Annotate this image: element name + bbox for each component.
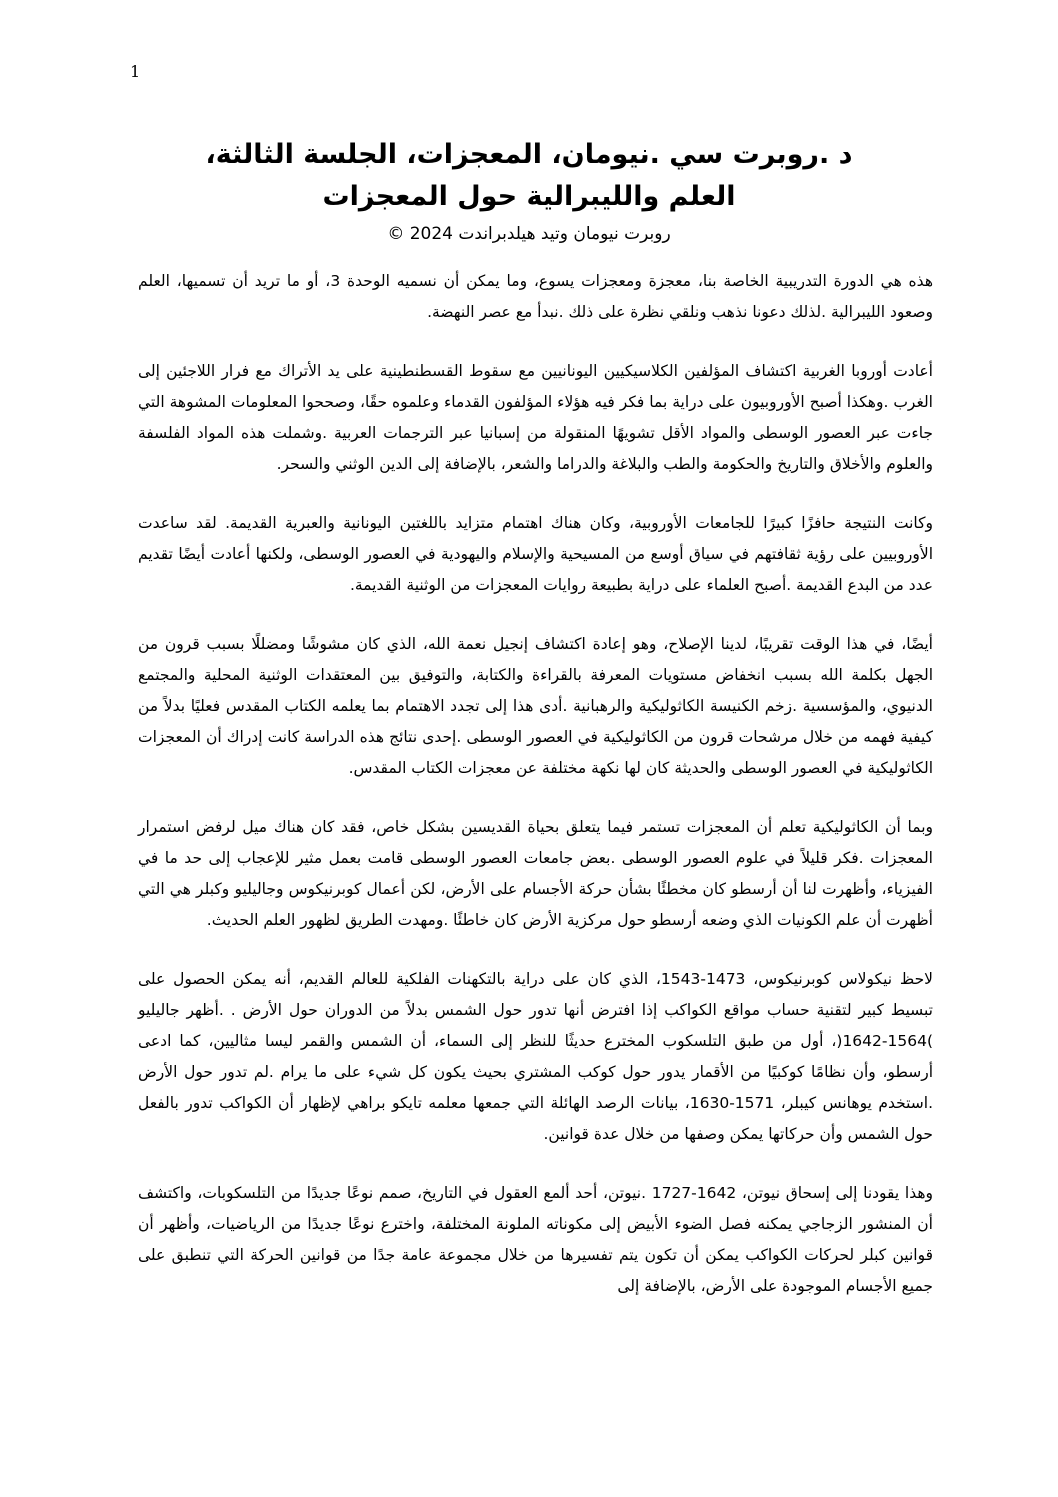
title-line-1: د .روبرت سي .نيومان، المعجزات، الجلسة الثالثة،	[205, 139, 853, 170]
document-header	[140, 134, 918, 246]
page-title	[140, 134, 918, 218]
copyright-line: روبرت نيومان وتيد هيلدبراندت 2024 ©	[387, 224, 671, 244]
paragraph-1: هذه هي الدورة التدريبية الخاصة بنا، معجزة ومعجزات يسوع، وما يمكن أن نسميه الوحدة 3، أو ما تريد أن تسميها، العلم وصعود الليبرالية .لذلك دعونا نذهب ونلقي نظرة على ذلك .نبدأ مع عصر النهضة.	[138, 272, 933, 321]
paragraph-5: وبما أن الكاثوليكية تعلم أن المعجزات تستمر فيما يتعلق بحياة القديسين بشكل خاص، فقد كان هناك ميل لرفض استمرار المعجزات .فكر قليلاً في علوم العصور الوسطى .بعض جامعات العصور الوسطى قامت بعمل مثير للإعجاب إلى حد ما في الفيزياء، وأظهرت لنا أن أرسطو كان مخطئًا بشأن حركة الأجسام على الأرض، لكن أعمال كوبرنيكوس وجاليليو وكبلر هي التي أظهرت أن علم الكونيات الذي وضعه أرسطو حول مركزية الأرض كان خاطئًا .ومهدت الطريق لظهور العلم الحديث.	[138, 818, 933, 929]
paragraph-7: وهذا يقودنا إلى إسحاق نيوتن، 1642-1727 .نيوتن، أحد ألمع العقول في التاريخ، صمم نوعًا جديدًا من التلسكوبات، واكتشف أن المنشور الزجاجي يمكنه فصل الضوء الأبيض إلى مكوناته الملونة المختلفة، واخترع نوعًا جديدًا من الرياضيات، وأظهر أن قوانين كبلر لحركات الكواكب يمكن أن تكون يتم تفسيرها من خلال مجموعة عامة جدًا من قوانين الحركة التي تنطبق على جميع الأجسام الموجودة على الأرض، بالإضافة إلى	[138, 1184, 934, 1295]
document-body	[138, 266, 933, 1330]
paragraph-3: وكانت النتيجة حافزًا كبيرًا للجامعات الأوروبية، وكان هناك اهتمام متزايد باللغتين اليونانية والعبرية القديمة. لقد ساعدت الأوروبيين على رؤية ثقافتهم في سياق أوسع من المسيحية والإسلام واليهودية في العصور الوسطى، ولكنها أعادت أيضًا تقديم عدد من البدع القديمة .أصبح العلماء على دراية بطبيعة روايات المعجزات من الوثنية القديمة.	[138, 514, 933, 594]
page-number: 1	[130, 62, 141, 81]
title-line-2: العلم والليبرالية حول المعجزات	[322, 181, 736, 212]
paragraph-4: أيضًا، في هذا الوقت تقريبًا، لدينا الإصلاح، وهو إعادة اكتشاف إنجيل نعمة الله، الذي كان مشوشًا ومضللًا بسبب قرون من الجهل بكلمة الله بسبب انخفاض مستويات المعرفة بالقراءة والكتابة، والتوفيق بين المعتقدات الوثنية المحلية والمجتمع الدنيوي، والمؤسسية .زخم الكنيسة الكاثوليكية والرهبانية .أدى هذا إلى تجدد الاهتمام بما يعلمه الكتاب المقدس فعليًا بدلاً من كيفية فهمه من خلال مرشحات قرون من الكاثوليكية في العصور الوسطى .إحدى نتائج هذه الدراسة كانت إدراك أن المعجزات الكاثوليكية في العصور الوسطى والحديثة كان لها نكهة مختلفة عن معجزات الكتاب المقدس.	[138, 635, 933, 777]
paragraph-2: أعادت أوروبا الغربية اكتشاف المؤلفين الكلاسيكيين اليونانيين مع سقوط القسطنطينية على يد الأتراك مع فرار اللاجئين إلى الغرب .وهكذا أصبح الأوروبيون على دراية بما فكر فيه هؤلاء المؤلفون القدماء وعلموه حقًا، وصححوا المعلومات المشوهة التي جاءت عبر العصور الوسطى والمواد الأقل تشويهًا المنقولة من إسبانيا عبر الترجمات العربية .وشملت هذه المواد الفلسفة والعلوم والأخلاق والتاريخ والحكومة والطب والبلاغة والدراما والشعر، بالإضافة إلى الدين الوثني والسحر.	[138, 362, 933, 473]
paragraph-6: لاحظ نيكولاس كوبرنيكوس، 1473-1543، الذي كان على دراية بالتكهنات الفلكية للعالم القديم، أنه يمكن الحصول على تبسيط كبير لتقنية حساب مواقع الكواكب إذا افترض أنها تدور حول الشمس بدلاً من الدوران حول الأرض . .أظهر جاليليو )1564-1642(، أول من طبق التلسكوب المخترع حديثًا للنظر إلى السماء، أن الشمس والقمر ليسا مثاليين، كما ادعى أرسطو، وأن نظامًا كوكبيًا من الأقمار يدور حول كوكب المشتري بحيث يكون كل شيء على ما يرام .لم تدور حول الأرض .استخدم يوهانس كيبلر، 1571-1630، بيانات الرصد الهائلة التي جمعها معلمه تايكو براهي لإظهار أن الكواكب تدور بالفعل حول الشمس وأن حركاتها يمكن وصفها من خلال عدة قوانين.	[138, 970, 933, 1143]
